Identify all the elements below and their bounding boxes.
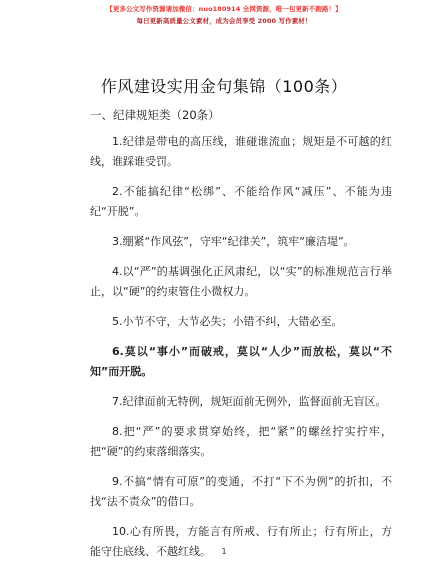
quote-item: 2.不能搞纪律“松绑”、不能给作风“减压”、不能为违纪“开脱”。 [90,185,392,218]
quote-item: 7.纪律面前无特例，规矩面前无例外，监督面前无盲区。 [112,395,387,408]
quote-item: 9.不搞“情有可原”的变通，不打“下不为例”的折扣，不找“法不责众”的借口。 [90,475,392,508]
quote-item: 4.以“严”的基调强化正风肃纪，以“实”的标准规范言行举止，以“硬”的约束管住小微权力。 [90,265,392,298]
promo-banner-line-1: 【更多公文写作资源请加微信：nuo180914 全网资源，唯一包更新不跑路！】 [106,5,342,13]
page-number: 1 [221,547,227,556]
promo-banner-line-2: 每日更新高质量公文素材，成为会员享受 2000 写作素材！ [136,17,312,25]
section-heading: 一、纪律规矩类（20条） [90,108,220,122]
quote-item: 10.心有所畏，方能言有所戒、行有所止；行有所止，方能守住底线、不越红线。 [90,525,392,558]
quote-item: 3.绷紧“作风弦”，守牢“纪律关”，筑牢“廉洁堤”。 [112,235,355,248]
document-body [90,132,392,572]
quote-item: 8.把“严”的要求贯穿始终，把“紧”的螺丝拧实拧牢，把“硬”的约束落细落实。 [90,425,392,458]
quote-item-emphasized: 6.莫以“事小”而破戒，莫以“人少”而放松，莫以“不知”而开脱。 [90,345,392,378]
quote-item: 5.小节不守，大节必失；小错不纠，大错必至。 [112,315,343,328]
quote-item: 1.纪律是带电的高压线，谁碰谁流血；规矩是不可越的红线，谁踩谁受罚。 [90,135,392,168]
document-title: 作风建设实用金句集锦（100条） [100,77,348,96]
